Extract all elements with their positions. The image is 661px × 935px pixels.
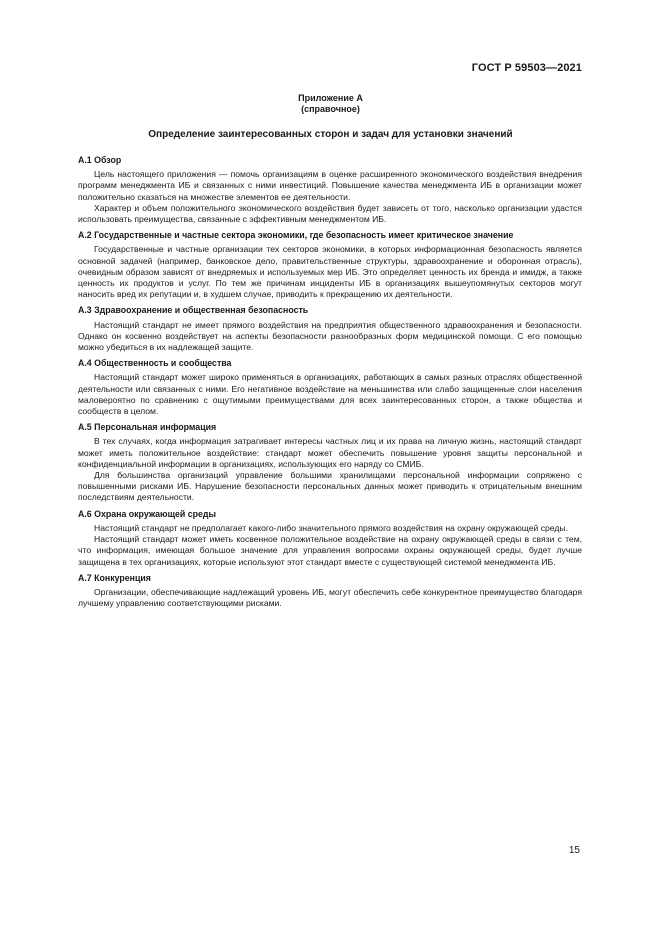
document-body: [78, 150, 582, 609]
paragraph: Настоящий стандарт может широко применяться в организациях, работающих в самых разных отраслях общественной деятельности или связанных с ними. Его негативное воздействие на меньшинства или слабо защищенные слои населения маловероятно по сравнению с ощутимыми преимуществами для всех заинтересованных сторон, а также общества и сообществ в целом.: [78, 372, 582, 417]
section-a3: [78, 305, 582, 353]
paragraph: Настоящий стандарт не предполагает какого-либо значительного прямого воздействия на охрану окружающей среды.: [94, 522, 568, 533]
paragraph: Организации, обеспечивающие надлежащий уровень ИБ, могут обеспечить себе конкурентное преимущество благодаря лучшему управлению соответствующими рисками.: [78, 586, 582, 609]
section-heading: А.1 Обзор: [78, 155, 122, 165]
section-a5: [78, 422, 582, 503]
paragraph: Настоящий стандарт может иметь косвенное положительное воздействие на охрану окружающей среды в связи с тем, что информация, имеющая большое значение для управления вопросами охраны окружающей среды, будет лучше защищена в тех организациях, которые используют этот стандарт вместе с существующей системой менеджмента ИБ.: [78, 534, 582, 567]
paragraph: Для большинства организаций управление большими хранилищами персональной информации сопряжено с повышенными рисками ИБ. Нарушение безопасности персональных данных может приводить к отрицательным внешним последствиям деятельности.: [78, 470, 582, 503]
document-code: ГОСТ Р 59503—2021: [471, 62, 582, 74]
section-a6: [78, 509, 582, 568]
section-a2: [78, 230, 582, 300]
paragraph: Цель настоящего приложения — помочь организациям в оценке расширенного экономического воздействия внедрения программ менеджмента ИБ и связанных с ними инвестиций. Повышение качества менеджмента ИБ в организации может положительно сказаться на множестве элементов ее деятельности.: [78, 169, 582, 202]
section-heading: А.5 Персональная информация: [78, 422, 217, 433]
section-a7: [78, 573, 582, 610]
section-heading: А.6 Охрана окружающей среды: [78, 508, 216, 519]
paragraph: Государственные и частные организации тех секторов экономики, в которых информационная безопасность является основной задачей (например, банковское дело, правительственные структуры, здравоохранение и оборонная отрасль), очевидным образом зависят от внедряемых и используемых мер ИБ. Это определяет ценность их бренда и имидж, а также ценность их продуктов и услуг. По тем же причинам инциденты ИБ в организациях вышеупомянутых секторов могут наносить вред их репутации и, в худшем случае, приводить к прекращению их деятельности.: [78, 244, 582, 300]
paragraph: Характер и объем положительного экономического воздействия будет зависеть от того, насколько организации удастся использовать преимущества, связанные с эффективным менеджментом ИБ.: [78, 202, 582, 225]
section-a1: [78, 155, 582, 225]
annex-label: Приложение А: [298, 93, 363, 103]
annex-header: [0, 93, 661, 115]
section-heading: А.3 Здравоохранение и общественная безопасность: [78, 305, 309, 316]
paragraph: Настоящий стандарт не имеет прямого воздействия на предприятия общественного здравоохранения и безопасности. Однако он косвенно воздействует на аспекты безопасности разнообразных форм медицинской помощи. С его помощью можно убедиться в их надлежащей защите.: [78, 319, 582, 353]
annex-type: (справочное): [301, 104, 360, 114]
section-heading: А.4 Общественность и сообщества: [78, 358, 232, 369]
section-heading: А.7 Конкуренция: [78, 572, 151, 583]
page-number: 15: [568, 845, 580, 856]
paragraph: В тех случаях, когда информация затрагивает интересы частных лиц и их права на личную жизнь, настоящий стандарт может иметь положительное воздействие: стандарт может обеспечить повышение уровня защиты персональной и конфиденциальной информации в организациях, использующих его наряду со СМИБ.: [78, 436, 582, 469]
section-a4: [78, 358, 582, 417]
section-heading: А.2 Государственные и частные сектора экономики, где безопасность имеет критическое значение: [78, 230, 514, 241]
annex-title: Определение заинтересованных сторон и задач для установки значений: [148, 129, 513, 140]
